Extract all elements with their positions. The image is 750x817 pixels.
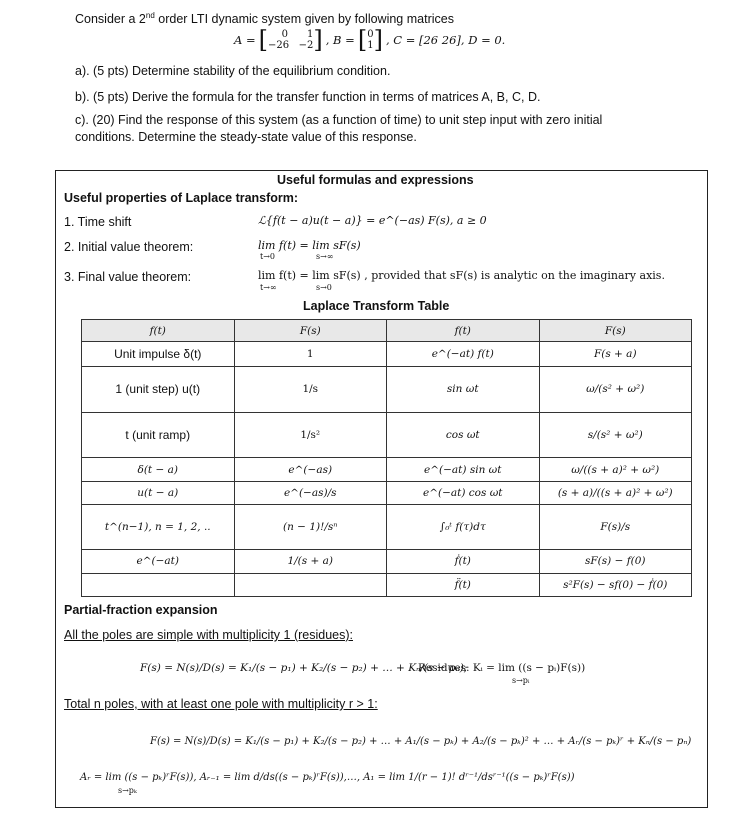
table-row — [82, 573, 692, 597]
table-cell — [234, 573, 387, 597]
table-cell: ω/((s + a)² + ω²) — [539, 458, 692, 481]
formulas-title: Useful formulas and expressions — [277, 173, 474, 187]
part-c-line2: conditions. Determine the steady-state value of this response. — [75, 130, 417, 144]
table-row — [82, 412, 692, 458]
table-cell: Unit impulse δ(t) — [82, 342, 235, 367]
property-label-initial-value: 2. Initial value theorem: — [64, 240, 194, 254]
pf-heading: Partial-fraction expansion — [64, 603, 218, 617]
table-cell: 1 (unit step) u(t) — [82, 366, 235, 412]
table-row — [82, 481, 692, 504]
table-cell: e^(−at) sin ωt — [387, 458, 540, 481]
laplace-table — [81, 319, 692, 597]
property-label-time-shift: 1. Time shift — [64, 215, 132, 229]
table-cell: sF(s) − f(0) — [539, 550, 692, 573]
part-c-line1: c). (20) Find the response of this system (as a function of time) to unit step input with zero initial — [75, 113, 603, 127]
table-row — [82, 505, 692, 550]
table-cell: s²F(s) − sf(0) − ḟ(0) — [539, 573, 692, 597]
header-cell: F(s) — [539, 320, 692, 342]
table-header-row — [82, 320, 692, 342]
table-row — [82, 342, 692, 367]
table-cell: ω/(s² + ω²) — [539, 366, 692, 412]
header-cell: f(t) — [387, 320, 540, 342]
table-title: Laplace Transform Table — [303, 299, 450, 313]
header-cell: F(s) — [234, 320, 387, 342]
table-cell: 1/(s + a) — [234, 550, 387, 573]
header-cell: f(t) — [82, 320, 235, 342]
property-formula-initial-value: lim f(t) = lim sF(s) — [258, 239, 361, 252]
limit-subscript: t→0 — [260, 252, 276, 261]
table-cell: (s + a)/((s + a)² + ω²) — [539, 481, 692, 504]
table-cell: e^(−at) cos ωt — [387, 481, 540, 504]
limit-subscript: s→pₖ — [118, 786, 137, 795]
table-cell: cos ωt — [387, 412, 540, 458]
table-cell: 1/s — [234, 366, 387, 412]
property-formula-final-value: lim f(t) = lim sF(s) , provided that sF(s) is analytic on the imaginary axis. — [258, 269, 665, 282]
table-cell: 1 — [234, 342, 387, 367]
table-cell: f̈(t) — [387, 573, 540, 597]
table-cell: s/(s² + ω²) — [539, 412, 692, 458]
part-b: b). (5 pts) Derive the formula for the transfer function in terms of matrices A, B, C, D. — [75, 90, 541, 104]
simple-poles-formula: F(s) = N(s)/D(s) = K₁/(s − p₁) + K₂/(s − p₂) + … + Kₙ/(s − pₙ); — [140, 662, 468, 674]
table-cell: t^(n−1), n = 1, 2, .. — [82, 505, 235, 550]
multiple-poles-formula: F(s) = N(s)/D(s) = K₁/(s − p₁) + K₂/(s − p₂) + … + A₁/(s − pₖ) + A₂/(s − pₖ)² + … + Aᵣ/(s − pₖ)ʳ + Kₙ/(s − pₙ) — [150, 736, 692, 747]
table-cell: δ(t − a) — [82, 458, 235, 481]
table-row — [82, 366, 692, 412]
table-cell: sin ωt — [387, 366, 540, 412]
table-cell: F(s + a) — [539, 342, 692, 367]
table-cell: e^(−as) — [234, 458, 387, 481]
multiple-poles-heading: Total n poles, with at least one pole with multiplicity r > 1: — [64, 697, 378, 711]
table-cell — [82, 573, 235, 597]
residues-formula: Residues: Kᵢ = lim ((s − pᵢ)F(s)) — [418, 662, 586, 674]
table-cell: ∫₀ᵗ f(τ)dτ — [387, 505, 540, 550]
limit-subscript: t→∞ — [260, 283, 277, 292]
limit-subscript: s→∞ — [316, 252, 334, 261]
table-cell: (n − 1)!/sⁿ — [234, 505, 387, 550]
table-row — [82, 550, 692, 573]
intro-text: Consider a 2nd order LTI dynamic system given by following matrices — [75, 11, 454, 27]
system-matrices: A = [ 0 1 −26 −2 ] , B = [ 0 1 ] , C = [26 26], D = 0. — [234, 26, 506, 54]
table-cell: t (unit ramp) — [82, 412, 235, 458]
property-label-final-value: 3. Final value theorem: — [64, 270, 192, 284]
part-a: a). (5 pts) Determine stability of the equilibrium condition. — [75, 64, 391, 78]
table-cell: F(s)/s — [539, 505, 692, 550]
property-formula-time-shift: ℒ{f(t − a)u(t − a)} = e^(−as) F(s), a ≥ 0 — [258, 214, 487, 227]
table-cell: ḟ(t) — [387, 550, 540, 573]
limit-subscript: s→0 — [316, 283, 332, 292]
table-cell: u(t − a) — [82, 481, 235, 504]
properties-heading: Useful properties of Laplace transform: — [64, 191, 299, 205]
table-cell: 1/s² — [234, 412, 387, 458]
table-cell: e^(−as)/s — [234, 481, 387, 504]
table-row — [82, 458, 692, 481]
limit-subscript: s→pᵢ — [512, 676, 530, 685]
table-cell: e^(−at) f(t) — [387, 342, 540, 367]
simple-poles-heading: All the poles are simple with multiplicity 1 (residues): — [64, 628, 353, 642]
coefficients-formula: Aᵣ = lim ((s − pₖ)ʳF(s)), Aᵣ₋₁ = lim d/ds((s − pₖ)ʳF(s)),…, A₁ = lim 1/(r − 1)! dʳ⁻¹/dsʳ⁻¹((s − pₖ)ʳF(s)) — [80, 772, 575, 783]
table-cell: e^(−at) — [82, 550, 235, 573]
